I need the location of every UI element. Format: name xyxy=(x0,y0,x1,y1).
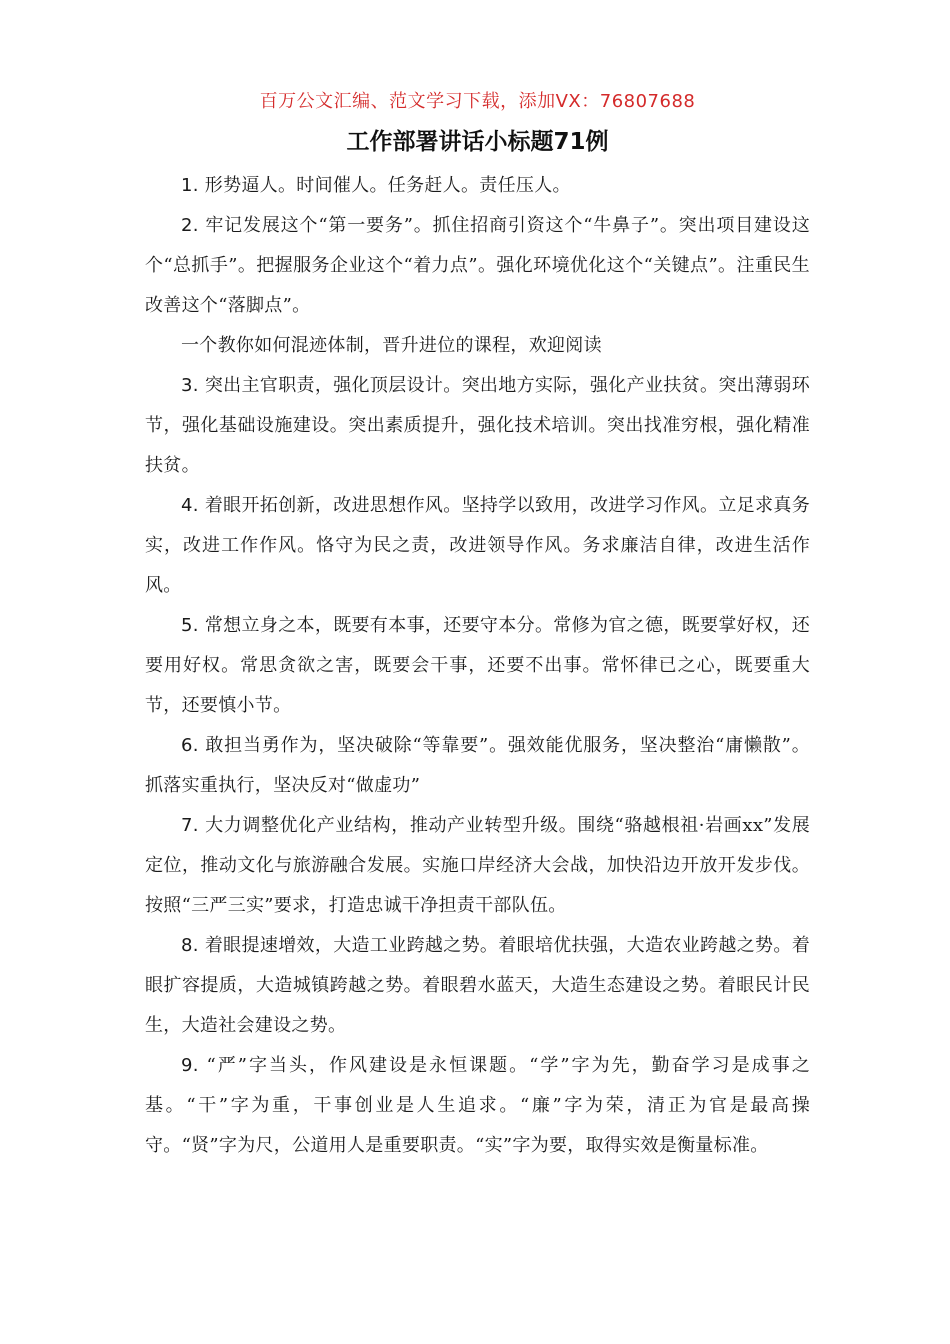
paragraph-number: 2. xyxy=(181,215,199,236)
page-title: 工作部署讲话小标题71例 xyxy=(346,129,609,155)
paragraph-text: 牢记发展这个“第一要务”。抓住招商引资这个“牛鼻子”。突出项目建设这个“总抓手”。把握服务企业这个“着力点”。强化环境优化这个“关键点”。注重民生改善这个“落脚点”。 xyxy=(145,215,810,316)
paragraph-number: 3. xyxy=(181,375,199,396)
paragraph-3 xyxy=(145,366,810,486)
paragraph-2 xyxy=(145,206,810,326)
paragraph-text: “严”字当头，作风建设是永恒课题。“学”字为先，勤奋学习是成事之基。“干”字为重，干事创业是人生追求。“廉”字为荣，清正为官是最高操守。“贤”字为尺，公道用人是重要职责。“实”字为要，取得实效是衡量标准。 xyxy=(145,1055,810,1156)
paragraph-4 xyxy=(145,486,810,606)
paragraph-number: 6. xyxy=(181,735,199,756)
paragraph-text: 一个教你如何混迹体制，晋升进位的课程，欢迎阅读 xyxy=(181,335,602,356)
paragraph-text: 常想立身之本，既要有本事，还要守本分。常修为官之德，既要掌好权，还要用好权。常思贪欲之害，既要会干事，还要不出事。常怀律已之心，既要重大节，还要慎小节。 xyxy=(145,615,810,716)
paragraph-text: 突出主官职责，强化顶层设计。突出地方实际，强化产业扶贫。突出薄弱环节，强化基础设施建设。突出素质提升，强化技术培训。突出找准穷根，强化精准扶贫。 xyxy=(145,375,810,476)
paragraph-text: 形势逼人。时间催人。任务赶人。责任压人。 xyxy=(198,175,571,196)
promo-line xyxy=(145,326,810,366)
paragraph-text: 着眼提速增效，大造工业跨越之势。着眼培优扶强，大造农业跨越之势。着眼扩容提质，大造城镇跨越之势。着眼碧水蓝天，大造生态建设之势。着眼民计民生，大造社会建设之势。 xyxy=(145,935,810,1036)
header-banner: 百万公文汇编、范文学习下载，添加VX：76807688 xyxy=(259,91,696,112)
paragraph-text: 大力调整优化产业结构，推动产业转型升级。围绕“骆越根祖·岩画xx”发展定位，推动文化与旅游融合发展。实施口岸经济大会战，加快沿边开放开发步伐。按照“三严三实”要求，打造忠诚干净担责干部队伍。 xyxy=(145,815,810,916)
paragraph-number: 9. xyxy=(181,1055,199,1076)
paragraph-number: 8. xyxy=(181,935,199,956)
paragraph-7 xyxy=(145,806,810,926)
paragraph-text: 敢担当勇作为，坚决破除“等靠要”。强效能优服务，坚决整治“庸懒散”。抓落实重执行，坚决反对“做虚功” xyxy=(145,735,810,796)
paragraph-1 xyxy=(145,166,810,206)
paragraph-8 xyxy=(145,926,810,1046)
paragraph-9 xyxy=(145,1046,810,1166)
paragraph-number: 5. xyxy=(181,615,199,636)
paragraph-number: 4. xyxy=(181,495,199,516)
paragraph-number: 1. xyxy=(181,175,199,196)
paragraph-5 xyxy=(145,606,810,726)
paragraph-6 xyxy=(145,726,810,806)
paragraph-text: 着眼开拓创新，改进思想作风。坚持学以致用，改进学习作风。立足求真务实，改进工作作风。恪守为民之责，改进领导作风。务求廉洁自律，改进生活作风。 xyxy=(145,495,810,596)
paragraph-number: 7. xyxy=(181,815,199,836)
